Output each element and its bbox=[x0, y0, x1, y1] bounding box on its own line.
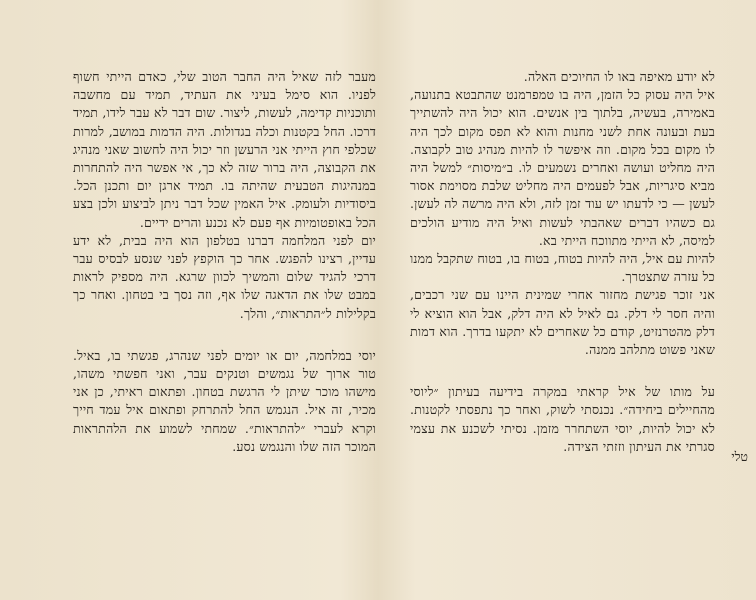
paragraph: לא יודע מאיפה באו לו החיוכים האלה. bbox=[523, 69, 715, 84]
paragraph: אני זוכר פגישת מחזור אחרי שמינית היינו עם שני רכבים, והיה חסר לי דלק. גם לאיל לא היה דלק, אבל הוא הוציא לי דלק מהטרנזיט, קודם כל שאחרים לא יתקעו בדרך. הוא דמות שאני פשוט מתלהב ממנה. bbox=[410, 287, 715, 358]
right-column bbox=[410, 68, 715, 456]
paragraph: להיות עם איל, היה להיות בטוח, בטוח בו, בטוח שתקבל ממנו כל עזרה שתצטרך. bbox=[410, 251, 715, 285]
speaker-name: טלי bbox=[731, 449, 748, 464]
paragraph-gap bbox=[410, 359, 715, 383]
paragraph: יום לפני המלחמה דברנו בטלפון הוא היה בבית, לא ידע עדיין, רצינו להפגש. אחר כך הוקפץ לפני שנסע לבסיס עבר דרכי להגיד שלום והמשיך לכוון שרגא. היה מספיק לראות במבט שלו את הדאגה שלו אף, וזה נסך בי בטחון. ואחר כך בקלילות ל״התראות״, והלך. bbox=[73, 232, 376, 321]
paragraph: מעבר לזה שאיל היה החבר הטוב שלי, כאדם הייתי חשוף לפניו. הוא סימל בעיני את העתיד, תמיד עם מחשבה ותוכניות קדימה, לעשות, ליצור. שום דבר לא עבר לידו, תמיד דרכו. החל בקטנות וכלה בגדולות. היה הדמות במושב, למרות שכלפי חוץ הייתי אני הרעשן וזר יכול היה לחשוב שאני מנהיג את הקבוצה, היה ברור שזה לא כך, אי אפשר היה להתחרות במנהיגות הטבעית שהיתה בו. תמיד ארגן יום ותכנן הכל. ביסודיות ולעומק. איל האמין שכל דבר ניתן לביצוע ולכן בצע הכל באופטומיות אף פעם לא נכנע והרים ידיים. bbox=[73, 69, 376, 230]
left-column bbox=[73, 68, 376, 456]
paragraph: על מותו של איל קראתי במקרה בידיעה בעיתון ״ליוסי מהחיילים ביחידה״. נכנסתי לשוק, ואחר כך נתפסתי לקטנות. לא יכול להיות, יוסי השתחרר מזמן. נסיתי לשכנע את עצמי סגרתי את העיתון וזזתי הצידה. bbox=[410, 384, 715, 454]
paragraph: איל היה עסוק כל הזמן, היה בו טמפרמנט שהתבטא בתנועה, באמירה, בעשיה, בלתוך בין אנשים. הוא יכול היה להשתייך בעת ובעונה אחת לשני מחנות והוא לא תפס מקום לכך היה לו מקום בכל מקום. וזה איפשר לו להיות מנהיג טוב לקבוצה. היה מחליט ועושה ואחרים נשמעים לו. ב״מיסות״ למשל היה מביא סיגריות, אבל לפעמים היה מחליט שלבת מסוימת אסור לעשן — כי לדעתו יש עוד זמן לזה, ולא היה מרשה לה לעשן. גם כשהיו דברים שאהבתי לעשות ואיל היה מודיע הולכים למיסה, לא הייתי מתווכח הייתי בא. bbox=[410, 87, 715, 248]
paragraph: יוסי במלחמה, יום או יומים לפני שנהרג, פגשתי בו, באיל. טור ארוך של נגמשים וטנקים עבר, ואני חפשתי משהו, מישהו מוכר שיתן לי הרגשת בטחון. ופתאום ראיתי, כן אני מכיר, זה איל. הנגמש החל להתרחק ופתאום איל עמד חייך וקרא לעברי ״להתראות״. שמחתי לשמוע את הלהתראות המוכר הזה שלו והנגמש נסע. bbox=[73, 347, 376, 454]
paragraph-gap bbox=[73, 323, 376, 347]
